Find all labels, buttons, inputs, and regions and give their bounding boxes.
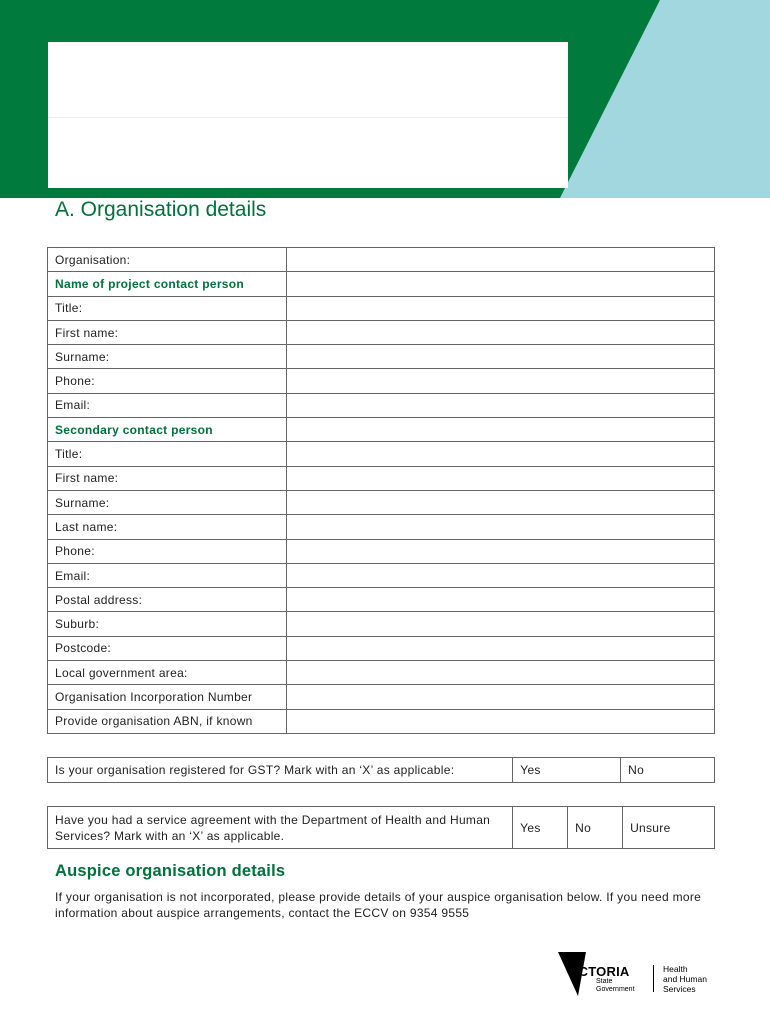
empty-cell xyxy=(286,272,714,296)
input-field[interactable] xyxy=(286,442,714,466)
table-row xyxy=(48,393,715,417)
section-a-title: A. Organisation details xyxy=(55,198,267,221)
input-field[interactable] xyxy=(286,466,714,490)
table-row xyxy=(48,248,715,272)
table-row xyxy=(48,515,715,539)
field-label: Suburb: xyxy=(48,612,287,636)
input-field[interactable] xyxy=(286,685,714,709)
field-label: Title: xyxy=(48,296,287,320)
field-label: Email: xyxy=(48,393,287,417)
field-label: Last name: xyxy=(48,515,287,539)
table-row xyxy=(48,296,715,320)
logo-state-government xyxy=(596,978,635,994)
auspice-intro-text: If your organisation is not incorporated, please provide details of your auspice organisation below. If you need more information about auspice arrangements, contact the ECCV on 9354 9555 xyxy=(55,890,702,920)
gst-question-table xyxy=(47,757,715,783)
table-row xyxy=(48,588,715,612)
field-label: Email: xyxy=(48,563,287,587)
gst-no-option[interactable]: No xyxy=(621,758,715,783)
logo-dept-line-3: Services xyxy=(663,984,696,994)
field-label: Postcode: xyxy=(48,636,287,660)
logo-wordmark: VICTORIA xyxy=(566,964,630,979)
auspice-title: Auspice organisation details xyxy=(55,862,286,880)
table-row xyxy=(48,442,715,466)
service-yes-option[interactable]: Yes xyxy=(513,807,568,849)
input-field[interactable] xyxy=(286,345,714,369)
input-field[interactable] xyxy=(286,369,714,393)
table-row xyxy=(48,539,715,563)
table-row xyxy=(48,612,715,636)
service-agreement-question-text: Have you had a service agreement with the Department of Health and Human Services? Mark with an ‘X’ as applicable. xyxy=(48,807,513,849)
field-label: Organisation Incorporation Number xyxy=(48,685,287,709)
logo-dept-line-2: and Human xyxy=(663,974,707,984)
field-label: Organisation: xyxy=(48,248,287,272)
table-row xyxy=(48,709,715,733)
field-label: Surname: xyxy=(48,345,287,369)
service-no-option[interactable]: No xyxy=(568,807,623,849)
service-agreement-row xyxy=(48,807,715,849)
gst-question-text: Is your organisation registered for GST? Mark with an ‘X’ as applicable: xyxy=(48,758,513,783)
table-row xyxy=(48,466,715,490)
input-field[interactable] xyxy=(286,709,714,733)
input-field[interactable] xyxy=(286,661,714,685)
input-field[interactable] xyxy=(286,539,714,563)
victoria-government-logo xyxy=(556,950,726,1000)
logo-sub-line-1: State xyxy=(596,978,613,985)
table-row xyxy=(48,320,715,344)
logo-dept-line-1: Health xyxy=(663,964,688,974)
table-row xyxy=(48,661,715,685)
field-label: Surname: xyxy=(48,490,287,514)
header-title-box xyxy=(48,42,568,188)
field-label: Postal address: xyxy=(48,588,287,612)
table-section-heading-row xyxy=(48,272,715,296)
input-field[interactable] xyxy=(286,248,714,272)
table-row xyxy=(48,369,715,393)
field-label: Title: xyxy=(48,442,287,466)
field-label: Provide organisation ABN, if known xyxy=(48,709,287,733)
field-label: First name: xyxy=(48,466,287,490)
gst-question-row xyxy=(48,758,715,783)
service-agreement-table xyxy=(47,806,715,849)
input-field[interactable] xyxy=(286,393,714,417)
table-row xyxy=(48,685,715,709)
service-unsure-option[interactable]: Unsure xyxy=(623,807,715,849)
logo-sub-line-2: Government xyxy=(596,986,635,993)
field-label: Phone: xyxy=(48,539,287,563)
organisation-details-table xyxy=(47,247,715,734)
logo-department-name xyxy=(663,964,707,994)
empty-cell xyxy=(286,418,714,442)
input-field[interactable] xyxy=(286,588,714,612)
gst-yes-option[interactable]: Yes xyxy=(513,758,621,783)
table-row xyxy=(48,345,715,369)
input-field[interactable] xyxy=(286,296,714,320)
input-field[interactable] xyxy=(286,636,714,660)
logo-divider xyxy=(653,965,654,992)
input-field[interactable] xyxy=(286,490,714,514)
input-field[interactable] xyxy=(286,612,714,636)
section-heading-label: Name of project contact person xyxy=(48,272,287,296)
table-section-heading-row xyxy=(48,418,715,442)
field-label: Local government area: xyxy=(48,661,287,685)
table-row xyxy=(48,490,715,514)
field-label: Phone: xyxy=(48,369,287,393)
input-field[interactable] xyxy=(286,563,714,587)
section-heading-label: Secondary contact person xyxy=(48,418,287,442)
header-title-divider xyxy=(48,117,568,118)
table-row xyxy=(48,636,715,660)
table-row xyxy=(48,563,715,587)
field-label: First name: xyxy=(48,320,287,344)
input-field[interactable] xyxy=(286,515,714,539)
input-field[interactable] xyxy=(286,320,714,344)
